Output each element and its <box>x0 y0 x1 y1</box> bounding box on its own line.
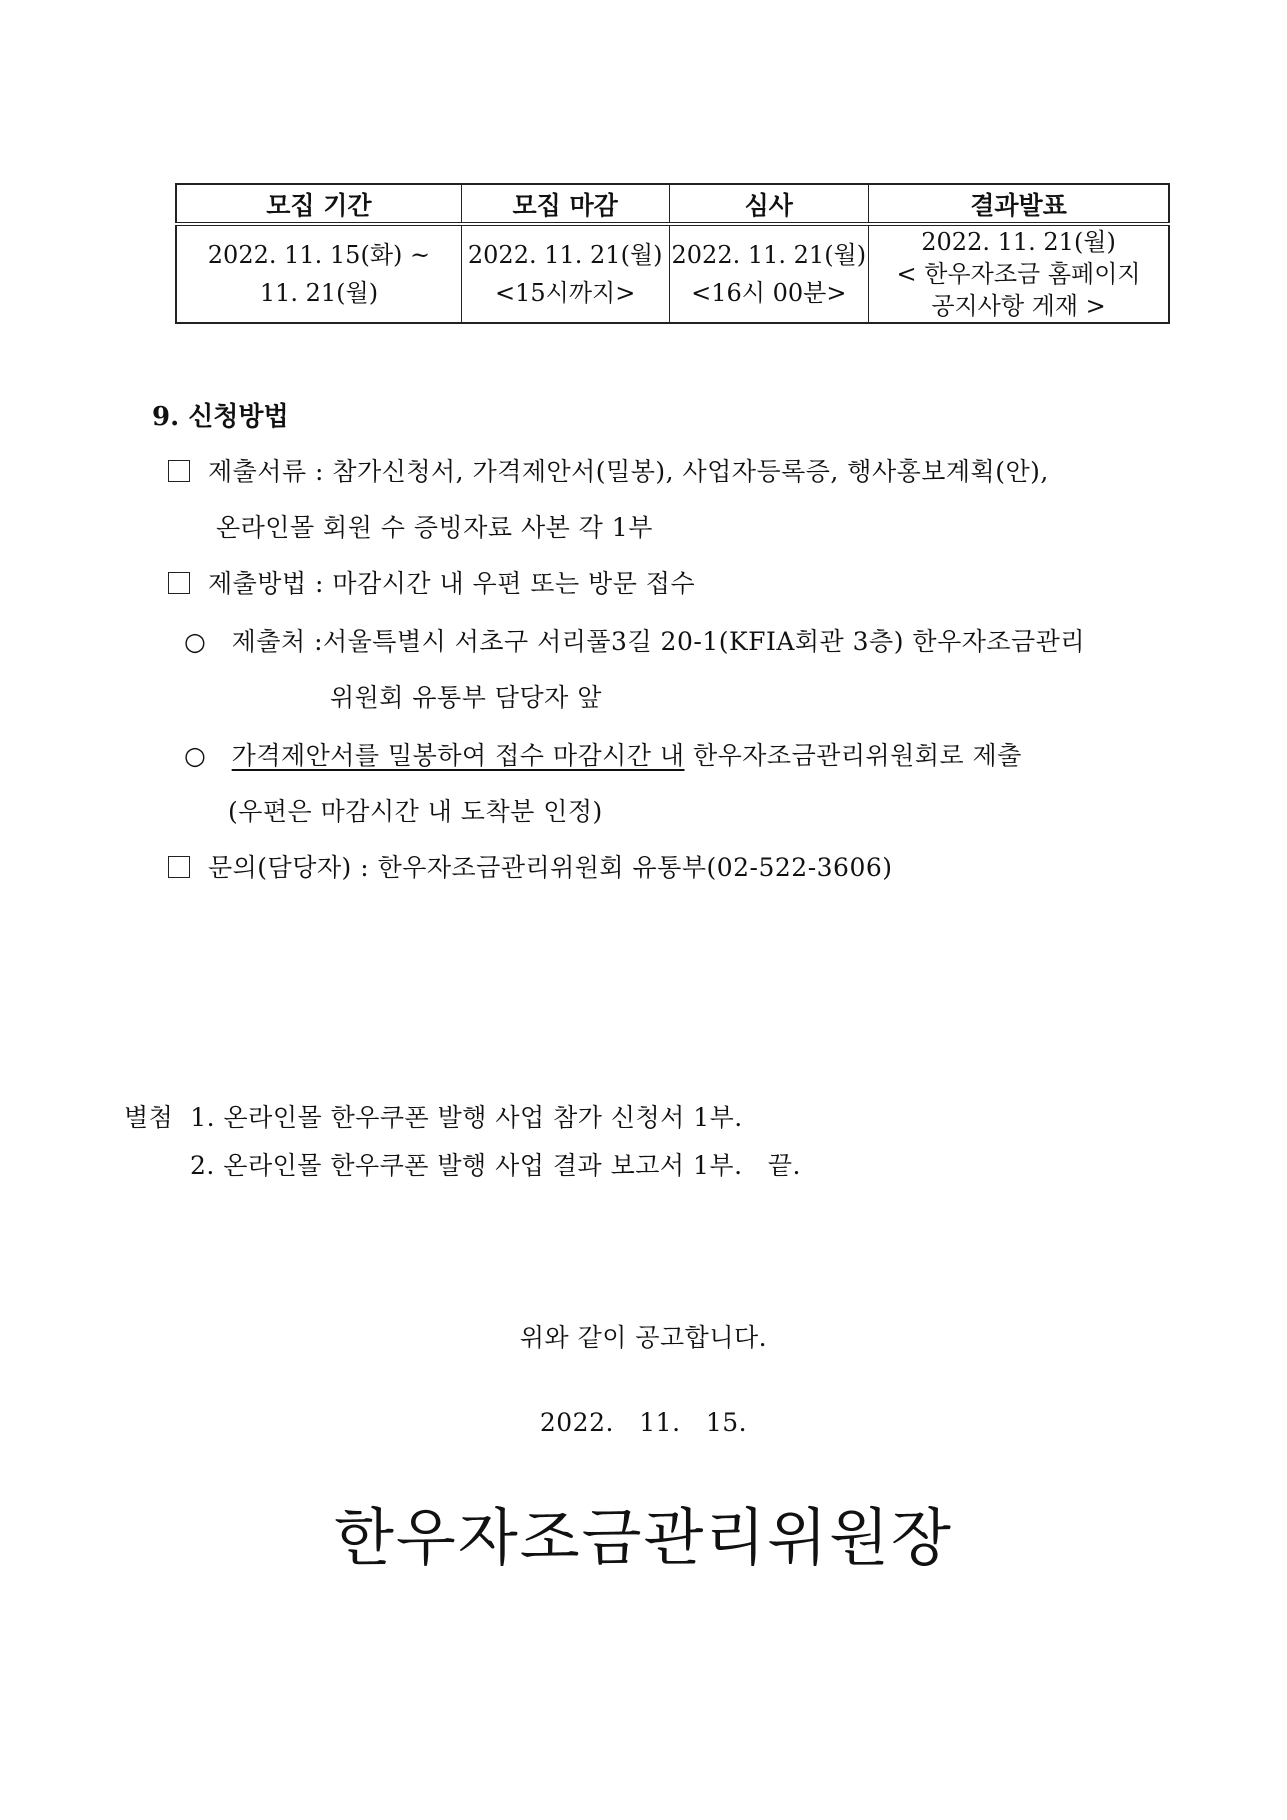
cell-period <box>176 224 461 323</box>
closing-date: 2022. 11. 15. <box>539 1408 748 1437</box>
place-line-1 <box>184 622 1085 658</box>
cell-review <box>669 224 869 323</box>
end-mark: 끝. <box>767 1151 801 1180</box>
documents-line-1 <box>168 452 1049 488</box>
period-end: 11. 21(월) <box>259 279 379 307</box>
sealed-rest-text: 한우자조금관리위원회로 제출 <box>684 741 1022 770</box>
section-title: 9. 신청방법 <box>152 402 289 432</box>
signature-title: 한우자조금관리위원장 <box>334 1501 953 1574</box>
sealed-underlined-text: 가격제안서를 밀봉하여 접수 마감시간 내 <box>231 741 685 770</box>
result-date: 2022. 11. 21(월) <box>921 228 1116 256</box>
result-where-2: 공지사항 게재 > <box>931 292 1106 320</box>
header-deadline: 모집 마감 <box>461 184 669 224</box>
attachment-item-2: 2. 온라인몰 한우쿠폰 발행 사업 결과 보고서 1부. <box>190 1151 743 1180</box>
method-text: 제출방법 : 마감시간 내 우편 또는 방문 접수 <box>208 569 696 598</box>
mail-note: (우편은 마감시간 내 도착분 인정) <box>228 797 603 826</box>
place-text-1: 제출처 :서울특별시 서초구 서리풀3길 20-1(KFIA회관 3층) 한우자조금관리 <box>231 627 1085 656</box>
documents-text-2: 온라인몰 회원 수 증빙자료 사본 각 1부 <box>216 513 653 542</box>
checkbox-square-icon <box>168 856 190 878</box>
schedule-table <box>175 183 1170 324</box>
place-text-2: 위원회 유통부 담당자 앞 <box>330 683 602 712</box>
closing-statement: 위와 같이 공고합니다. <box>519 1323 768 1352</box>
deadline-time: <15시까지> <box>495 279 636 307</box>
period-start: 2022. 11. 15(화) ~ <box>207 241 431 269</box>
documents-text-1: 제출서류 : 참가신청서, 가격제안서(밀봉), 사업자등록증, 행사홍보계획(안), <box>208 457 1049 486</box>
method-line <box>168 564 695 600</box>
contact-line <box>168 848 893 884</box>
contact-text: 문의(담당자) : 한우자조금관리위원회 유통부(02-522-3606) <box>208 853 893 882</box>
checkbox-square-icon <box>168 460 190 482</box>
sealed-line <box>184 736 1022 772</box>
cell-deadline <box>461 224 669 323</box>
result-where-1: < 한우자조금 홈페이지 <box>896 260 1141 288</box>
attachment-label: 별첨 <box>124 1103 174 1132</box>
header-period: 모집 기간 <box>176 184 461 224</box>
attachment-2-line <box>190 1146 801 1182</box>
review-date: 2022. 11. 21(월) <box>671 241 867 269</box>
attachment-item-1: 1. 온라인몰 한우쿠폰 발행 사업 참가 신청서 1부. <box>190 1103 743 1132</box>
header-result: 결과발표 <box>869 184 1169 224</box>
attachment-1-line <box>124 1098 743 1134</box>
header-review: 심사 <box>669 184 869 224</box>
review-time: <16시 00분> <box>691 279 847 307</box>
circle-bullet-icon: ○ <box>184 627 207 656</box>
circle-bullet-icon: ○ <box>184 741 207 770</box>
checkbox-square-icon <box>168 572 190 594</box>
deadline-date: 2022. 11. 21(월) <box>467 241 663 269</box>
cell-result <box>869 224 1169 323</box>
